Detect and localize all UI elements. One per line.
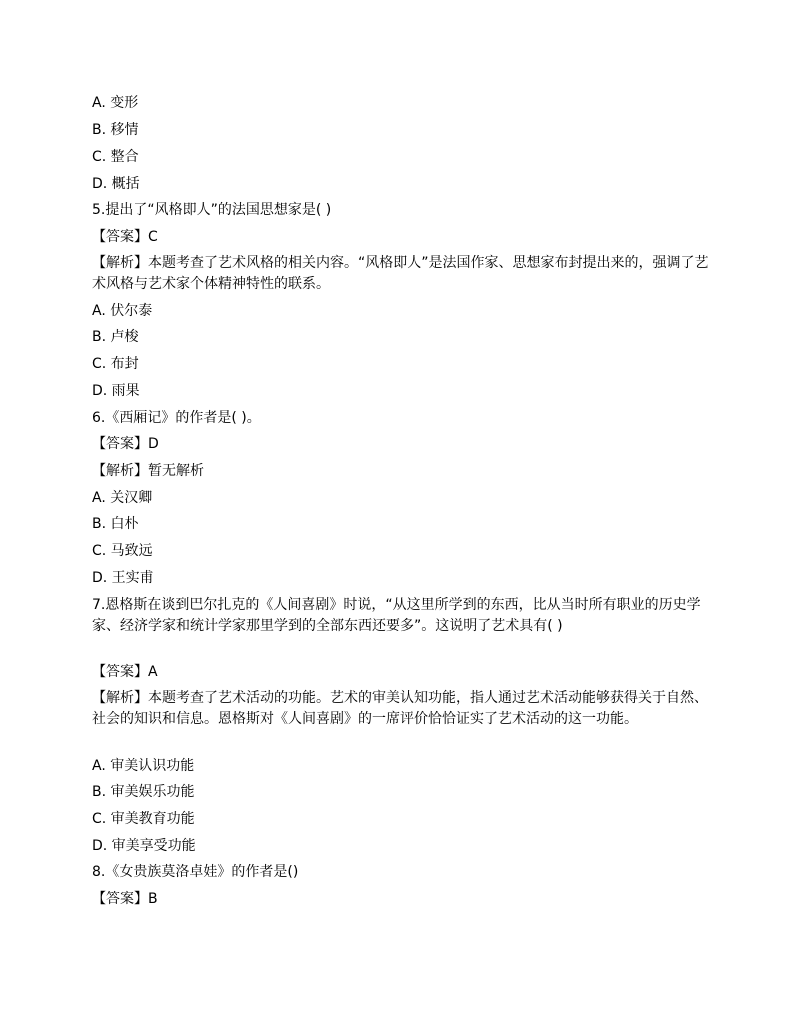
q7-option-c: C. 审美教育功能 <box>92 811 195 827</box>
q5-option-d: D. 雨果 <box>92 383 140 399</box>
q5-option-b: B. 卢梭 <box>92 329 139 345</box>
q6-answer: 【答案】D <box>92 436 159 452</box>
q6-option-c: C. 马致远 <box>92 543 153 559</box>
q5-question: 5.提出了“风格即人”的法国思想家是( ) <box>92 202 332 218</box>
q4-option-c: C. 整合 <box>92 149 139 165</box>
q6-option-a: A. 关汉卿 <box>92 490 153 506</box>
q5-option-a: A. 伏尔泰 <box>92 303 153 319</box>
q7-option-b: B. 审美娱乐功能 <box>92 784 195 800</box>
q6-option-b: B. 白朴 <box>92 516 139 532</box>
q7-question: 7.恩格斯在谈到巴尔扎克的《人间喜剧》时说，“从这里所学到的东西，比从当时所有职业的历史学家、经济学家和统计学家那里学到的全部东西还要多”。这说明了艺术具有( ) <box>92 597 701 634</box>
q5-analysis: 【解析】本题考查了艺术风格的相关内容。“风格即人”是法国作家、思想家布封提出来的，强调了艺术风格与艺术家个体精神特性的联系。 <box>92 255 709 292</box>
q5-answer: 【答案】C <box>92 229 158 245</box>
q7-option-a: A. 审美认识功能 <box>92 758 195 774</box>
q6-analysis: 【解析】暂无解析 <box>92 463 204 479</box>
q8-question: 8.《女贵族莫洛卓娃》的作者是() <box>92 864 299 880</box>
q6-question: 6.《西厢记》的作者是( )。 <box>92 410 261 426</box>
q7-answer: 【答案】A <box>92 664 158 680</box>
q4-option-a: A. 变形 <box>92 95 139 111</box>
q4-option-b: B. 移情 <box>92 122 139 138</box>
q7-analysis: 【解析】本题考查了艺术活动的功能。艺术的审美认知功能，指人通过艺术活动能够获得关于自然、社会的知识和信息。恩格斯对《人间喜剧》的一席评价恰恰证实了艺术活动的这一功能。 <box>92 690 708 727</box>
q7-option-d: D. 审美享受功能 <box>92 838 196 854</box>
q8-answer: 【答案】B <box>92 891 158 907</box>
q5-option-c: C. 布封 <box>92 356 139 372</box>
q6-option-d: D. 王实甫 <box>92 570 154 586</box>
q4-option-d: D. 概括 <box>92 176 140 192</box>
